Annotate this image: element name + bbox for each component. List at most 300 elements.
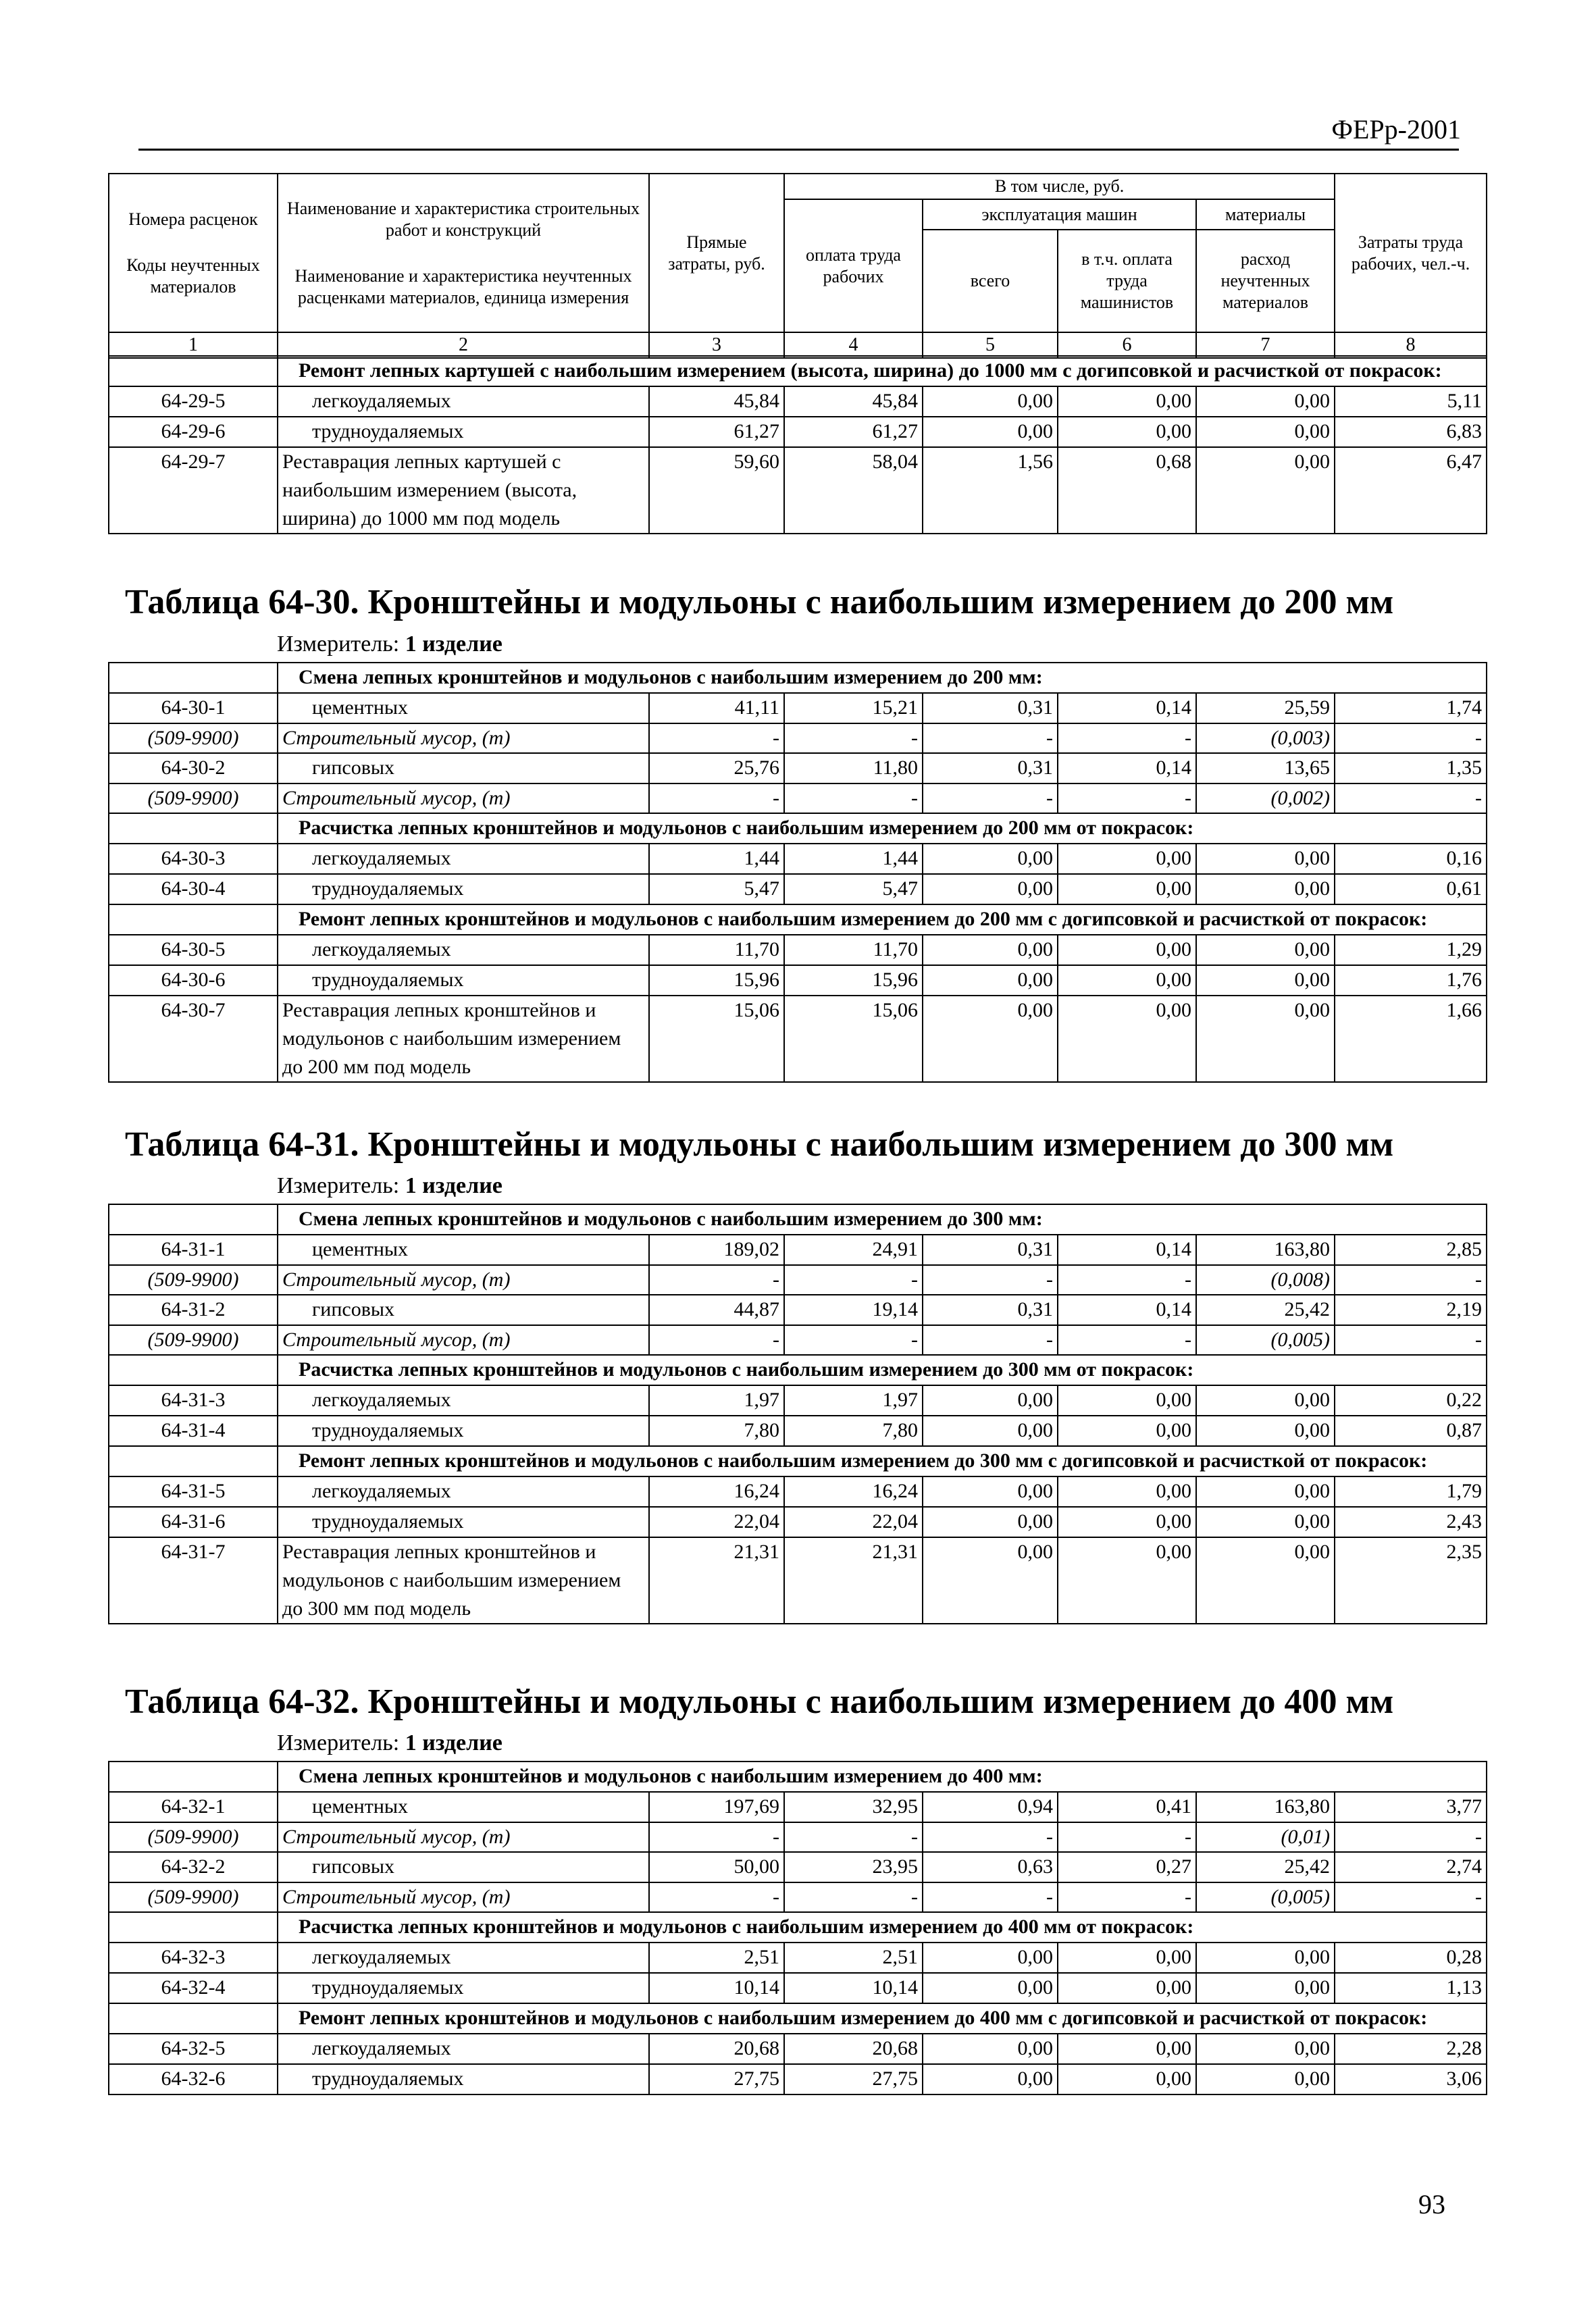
labor-hours: 0,87 xyxy=(1335,1416,1487,1446)
labor-pay: - xyxy=(784,1325,923,1355)
section-heading: Ремонт лепных кронштейнов и модульонов с наибольшим измерением до 300 мм с догипсовкой и расчисткой от покрасок: xyxy=(278,1446,1487,1476)
machine-total: - xyxy=(923,1882,1058,1912)
labor-hours: 1,35 xyxy=(1335,753,1487,783)
work-name: Реставрация лепных кронштейнов и модульонов с наибольшим измерением до 200 мм под модель xyxy=(278,996,649,1082)
machine-total: 0,00 xyxy=(923,1943,1058,1973)
machinist-pay: - xyxy=(1058,723,1196,753)
section-spacer xyxy=(109,1204,278,1235)
machine-total: 0,00 xyxy=(923,844,1058,874)
machinist-pay: 0,14 xyxy=(1058,1295,1196,1325)
machine-total: 0,31 xyxy=(923,693,1058,723)
section-heading: Смена лепных кронштейнов и модульонов с наибольшим измерением до 400 мм: xyxy=(278,1762,1487,1792)
labor-hours: 6,83 xyxy=(1335,417,1487,447)
machinist-pay: 0,00 xyxy=(1058,1416,1196,1446)
machine-total: 0,00 xyxy=(923,2064,1058,2094)
labor-pay: - xyxy=(784,1265,923,1295)
table-row xyxy=(109,1507,1487,1537)
document-code: ФЕРр-2001 xyxy=(1331,114,1461,145)
direct-cost: - xyxy=(649,1325,784,1355)
machine-total: 0,00 xyxy=(923,996,1058,1082)
table-row xyxy=(109,1973,1487,2003)
rate-code: 64-32-2 xyxy=(109,1852,278,1882)
labor-pay: 15,96 xyxy=(784,965,923,996)
direct-cost: - xyxy=(649,723,784,753)
labor-hours: 2,74 xyxy=(1335,1852,1487,1882)
work-name: цементных xyxy=(278,1792,649,1822)
machine-total: 0,00 xyxy=(923,386,1058,417)
header-col2: Наименование и характеристика строительных работ и конструкций Наименование и характеристика неучтенных расценками материалов, единица измерения xyxy=(278,174,649,332)
labor-hours: 1,79 xyxy=(1335,1476,1487,1507)
materials-cost: 0,00 xyxy=(1196,874,1335,904)
labor-pay: 61,27 xyxy=(784,417,923,447)
machinist-pay: 0,00 xyxy=(1058,1385,1196,1416)
labor-hours: 3,06 xyxy=(1335,2064,1487,2094)
table-title: Таблица 64-31. Кронштейны и модульоны с наибольшим измерением до 300 мм xyxy=(125,1125,1394,1164)
rate-code: 64-32-6 xyxy=(109,2064,278,2094)
machinist-pay: 0,00 xyxy=(1058,874,1196,904)
section-heading: Ремонт лепных кронштейнов и модульонов с наибольшим измерением до 400 мм с догипсовкой и расчисткой от покрасок: xyxy=(278,2003,1487,2034)
labor-pay: 20,68 xyxy=(784,2034,923,2064)
direct-cost: 45,84 xyxy=(649,386,784,417)
rate-code: 64-30-7 xyxy=(109,996,278,1082)
labor-pay: 2,51 xyxy=(784,1943,923,1973)
material-row xyxy=(109,1882,1487,1912)
labor-pay: 23,95 xyxy=(784,1852,923,1882)
labor-pay: - xyxy=(784,723,923,753)
machine-total: 0,00 xyxy=(923,1476,1058,1507)
direct-cost: 5,47 xyxy=(649,874,784,904)
materials-cost: 163,80 xyxy=(1196,1235,1335,1265)
material-row xyxy=(109,1265,1487,1295)
machine-total: 0,00 xyxy=(923,1507,1058,1537)
header-col4: оплата труда рабочих xyxy=(784,199,923,332)
materials-cost: 0,00 xyxy=(1196,1476,1335,1507)
labor-hours: - xyxy=(1335,1822,1487,1852)
labor-pay: 24,91 xyxy=(784,1235,923,1265)
header-col1: Номера расценок Коды неучтенных материалов xyxy=(109,174,278,332)
direct-cost: 197,69 xyxy=(649,1792,784,1822)
section-spacer xyxy=(109,1446,278,1476)
direct-cost: 50,00 xyxy=(649,1852,784,1882)
direct-cost: 27,75 xyxy=(649,2064,784,2094)
direct-cost: 1,97 xyxy=(649,1385,784,1416)
labor-pay: 1,44 xyxy=(784,844,923,874)
rate-code: 64-32-4 xyxy=(109,1973,278,2003)
section-spacer xyxy=(109,813,278,844)
table-row xyxy=(109,996,1487,1082)
labor-hours: 1,29 xyxy=(1335,935,1487,965)
machinist-pay: - xyxy=(1058,1325,1196,1355)
work-name: легкоудаляемых xyxy=(278,1385,649,1416)
labor-hours: 1,66 xyxy=(1335,996,1487,1082)
machine-total: - xyxy=(923,1265,1058,1295)
machine-total: - xyxy=(923,723,1058,753)
material-row xyxy=(109,723,1487,753)
machinist-pay: 0,00 xyxy=(1058,1973,1196,2003)
materials-cost: 0,00 xyxy=(1196,965,1335,996)
rate-code: 64-31-1 xyxy=(109,1235,278,1265)
section-heading: Расчистка лепных кронштейнов и модульонов с наибольшим измерением до 300 мм от покрасок: xyxy=(278,1355,1487,1385)
labor-hours: 6,47 xyxy=(1335,447,1487,534)
labor-pay: 21,31 xyxy=(784,1537,923,1624)
material-code: (509-9900) xyxy=(109,1882,278,1912)
table-row xyxy=(109,1235,1487,1265)
materials-cost: 163,80 xyxy=(1196,1792,1335,1822)
work-name: трудноудаляемых xyxy=(278,1973,649,2003)
machinist-pay: - xyxy=(1058,1265,1196,1295)
machine-total: 0,00 xyxy=(923,1537,1058,1624)
material-name: Строительный мусор, (т) xyxy=(278,1325,649,1355)
direct-cost: - xyxy=(649,1882,784,1912)
col-number: 6 xyxy=(1058,332,1196,358)
machine-total: 0,00 xyxy=(923,1385,1058,1416)
section-spacer xyxy=(109,1762,278,1792)
labor-hours: - xyxy=(1335,783,1487,813)
col-number: 8 xyxy=(1335,332,1487,358)
materials-cost: 0,00 xyxy=(1196,447,1335,534)
work-name: гипсовых xyxy=(278,753,649,783)
direct-cost: 21,31 xyxy=(649,1537,784,1624)
work-name: трудноудаляемых xyxy=(278,874,649,904)
material-row xyxy=(109,1325,1487,1355)
material-code: (509-9900) xyxy=(109,1325,278,1355)
machinist-pay: 0,00 xyxy=(1058,2034,1196,2064)
materials-cost: 0,00 xyxy=(1196,1416,1335,1446)
rate-code: 64-30-2 xyxy=(109,753,278,783)
machinist-pay: 0,14 xyxy=(1058,753,1196,783)
table-row xyxy=(109,2064,1487,2094)
section-heading: Расчистка лепных кронштейнов и модульонов с наибольшим измерением до 200 мм от покрасок: xyxy=(278,813,1487,844)
table-64-32 xyxy=(108,1761,1487,2095)
work-name: легкоудаляемых xyxy=(278,1476,649,1507)
machine-total: 0,31 xyxy=(923,1295,1058,1325)
work-name: Реставрация лепных кронштейнов и модульонов с наибольшим измерением до 300 мм под модель xyxy=(278,1537,649,1624)
materials-cost: 0,00 xyxy=(1196,417,1335,447)
machine-total: 0,00 xyxy=(923,1416,1058,1446)
materials-cost: 0,00 xyxy=(1196,844,1335,874)
measure-line: Измеритель: 1 изделие xyxy=(277,1173,503,1198)
material-consumption: (0,005) xyxy=(1196,1882,1335,1912)
machinist-pay: 0,00 xyxy=(1058,1507,1196,1537)
machine-total: 0,31 xyxy=(923,1235,1058,1265)
materials-cost: 13,65 xyxy=(1196,753,1335,783)
rate-code: 64-30-5 xyxy=(109,935,278,965)
section-spacer xyxy=(109,356,278,386)
direct-cost: - xyxy=(649,783,784,813)
machine-total: 0,00 xyxy=(923,935,1058,965)
material-consumption: (0,003) xyxy=(1196,723,1335,753)
table-row xyxy=(109,935,1487,965)
labor-pay: - xyxy=(784,1882,923,1912)
labor-hours: 2,19 xyxy=(1335,1295,1487,1325)
material-consumption: (0,005) xyxy=(1196,1325,1335,1355)
direct-cost: 22,04 xyxy=(649,1507,784,1537)
labor-pay: 19,14 xyxy=(784,1295,923,1325)
table-64-29 xyxy=(108,355,1487,534)
material-consumption: (0,008) xyxy=(1196,1265,1335,1295)
measure-line: Измеритель: 1 изделие xyxy=(277,1730,503,1755)
direct-cost: 41,11 xyxy=(649,693,784,723)
material-consumption: (0,01) xyxy=(1196,1822,1335,1852)
labor-hours: - xyxy=(1335,723,1487,753)
rate-code: 64-29-7 xyxy=(109,447,278,534)
machinist-pay: 0,14 xyxy=(1058,1235,1196,1265)
section-heading: Смена лепных кронштейнов и модульонов с наибольшим измерением до 300 мм: xyxy=(278,1204,1487,1235)
direct-cost: 10,14 xyxy=(649,1973,784,2003)
work-name: трудноудаляемых xyxy=(278,2064,649,2094)
work-name: гипсовых xyxy=(278,1852,649,1882)
work-name: трудноудаляемых xyxy=(278,965,649,996)
labor-hours: - xyxy=(1335,1882,1487,1912)
direct-cost: - xyxy=(649,1265,784,1295)
work-name: легкоудаляемых xyxy=(278,2034,649,2064)
table-row xyxy=(109,417,1487,447)
machine-total: 0,63 xyxy=(923,1852,1058,1882)
labor-hours: 3,77 xyxy=(1335,1792,1487,1822)
machinist-pay: 0,00 xyxy=(1058,935,1196,965)
material-name: Строительный мусор, (т) xyxy=(278,1882,649,1912)
header-machines: эксплуатация машин xyxy=(923,199,1196,230)
machinist-pay: 0,27 xyxy=(1058,1852,1196,1882)
section-spacer xyxy=(109,904,278,935)
direct-cost: 44,87 xyxy=(649,1295,784,1325)
rate-code: 64-29-5 xyxy=(109,386,278,417)
labor-pay: 1,97 xyxy=(784,1385,923,1416)
labor-hours: 2,43 xyxy=(1335,1507,1487,1537)
labor-hours: 0,16 xyxy=(1335,844,1487,874)
labor-hours: 2,35 xyxy=(1335,1537,1487,1624)
machine-total: - xyxy=(923,1325,1058,1355)
section-spacer xyxy=(109,1355,278,1385)
labor-hours: 0,28 xyxy=(1335,1943,1487,1973)
labor-hours: 1,74 xyxy=(1335,693,1487,723)
table-row xyxy=(109,1852,1487,1882)
materials-cost: 0,00 xyxy=(1196,2034,1335,2064)
labor-pay: 22,04 xyxy=(784,1507,923,1537)
materials-cost: 0,00 xyxy=(1196,1973,1335,2003)
rate-code: 64-32-3 xyxy=(109,1943,278,1973)
materials-cost: 0,00 xyxy=(1196,996,1335,1082)
direct-cost: 7,80 xyxy=(649,1416,784,1446)
labor-pay: 5,47 xyxy=(784,874,923,904)
direct-cost: 189,02 xyxy=(649,1235,784,1265)
work-name: легкоудаляемых xyxy=(278,935,649,965)
machine-total: 0,00 xyxy=(923,965,1058,996)
col-number: 2 xyxy=(278,332,649,358)
material-code: (509-9900) xyxy=(109,1265,278,1295)
machinist-pay: 0,00 xyxy=(1058,844,1196,874)
section-spacer xyxy=(109,2003,278,2034)
section-spacer xyxy=(109,1912,278,1943)
materials-cost: 25,59 xyxy=(1196,693,1335,723)
section-heading: Ремонт лепных картушей с наибольшим измерением (высота, ширина) до 1000 мм с догипсовкой и расчисткой от покрасок: xyxy=(278,356,1487,386)
rate-code: 64-32-5 xyxy=(109,2034,278,2064)
labor-hours: - xyxy=(1335,1325,1487,1355)
labor-hours: 0,61 xyxy=(1335,874,1487,904)
materials-cost: 25,42 xyxy=(1196,1852,1335,1882)
header-col8: Затраты труда рабочих, чел.-ч. xyxy=(1335,174,1487,332)
material-code: (509-9900) xyxy=(109,723,278,753)
machinist-pay: 0,00 xyxy=(1058,996,1196,1082)
machine-total: 0,00 xyxy=(923,1973,1058,2003)
page-number: 93 xyxy=(1418,2189,1445,2219)
labor-pay: 16,24 xyxy=(784,1476,923,1507)
table-row xyxy=(109,874,1487,904)
work-name: легкоудаляемых xyxy=(278,1943,649,1973)
material-row xyxy=(109,1822,1487,1852)
table-row xyxy=(109,753,1487,783)
labor-pay: 45,84 xyxy=(784,386,923,417)
header-col7: расход неучтенных материалов xyxy=(1196,230,1335,332)
work-name: легкоудаляемых xyxy=(278,844,649,874)
table-row xyxy=(109,1416,1487,1446)
machinist-pay: 0,00 xyxy=(1058,1476,1196,1507)
labor-pay: 7,80 xyxy=(784,1416,923,1446)
col-number: 1 xyxy=(109,332,278,358)
table-64-30 xyxy=(108,662,1487,1083)
materials-cost: 0,00 xyxy=(1196,1385,1335,1416)
table-title: Таблица 64-30. Кронштейны и модульоны с наибольшим измерением до 200 мм xyxy=(125,583,1394,621)
material-name: Строительный мусор, (т) xyxy=(278,723,649,753)
header-group: В том числе, руб. xyxy=(784,174,1335,199)
direct-cost: 25,76 xyxy=(649,753,784,783)
machinist-pay: 0,00 xyxy=(1058,1537,1196,1624)
direct-cost: 2,51 xyxy=(649,1943,784,1973)
header-col5: всего xyxy=(923,230,1058,332)
material-name: Строительный мусор, (т) xyxy=(278,783,649,813)
machine-total: 1,56 xyxy=(923,447,1058,534)
machinist-pay: - xyxy=(1058,1882,1196,1912)
direct-cost: 15,96 xyxy=(649,965,784,996)
table-row xyxy=(109,1943,1487,1973)
labor-pay: - xyxy=(784,1822,923,1852)
direct-cost: - xyxy=(649,1822,784,1852)
direct-cost: 16,24 xyxy=(649,1476,784,1507)
labor-pay: 11,70 xyxy=(784,935,923,965)
rate-code: 64-30-4 xyxy=(109,874,278,904)
rate-code: 64-31-7 xyxy=(109,1537,278,1624)
table-title: Таблица 64-32. Кронштейны и модульоны с наибольшим измерением до 400 мм xyxy=(125,1682,1394,1721)
materials-cost: 0,00 xyxy=(1196,2064,1335,2094)
section-spacer xyxy=(109,663,278,693)
section-heading: Ремонт лепных кронштейнов и модульонов с наибольшим измерением до 200 мм с догипсовкой и расчисткой от покрасок: xyxy=(278,904,1487,935)
labor-hours: 1,76 xyxy=(1335,965,1487,996)
rate-code: 64-31-3 xyxy=(109,1385,278,1416)
material-row xyxy=(109,783,1487,813)
machine-total: - xyxy=(923,1822,1058,1852)
rate-code: 64-31-5 xyxy=(109,1476,278,1507)
machinist-pay: 0,00 xyxy=(1058,386,1196,417)
machinist-pay: 0,14 xyxy=(1058,693,1196,723)
machinist-pay: 0,00 xyxy=(1058,417,1196,447)
direct-cost: 61,27 xyxy=(649,417,784,447)
materials-cost: 0,00 xyxy=(1196,386,1335,417)
table-header xyxy=(108,173,1487,359)
rate-code: 64-31-4 xyxy=(109,1416,278,1446)
col-number: 7 xyxy=(1196,332,1335,358)
work-name: трудноудаляемых xyxy=(278,1416,649,1446)
machine-total: - xyxy=(923,783,1058,813)
materials-cost: 0,00 xyxy=(1196,935,1335,965)
direct-cost: 1,44 xyxy=(649,844,784,874)
labor-pay: 27,75 xyxy=(784,2064,923,2094)
machine-total: 0,00 xyxy=(923,2034,1058,2064)
machine-total: 0,00 xyxy=(923,874,1058,904)
table-row xyxy=(109,844,1487,874)
materials-cost: 0,00 xyxy=(1196,1507,1335,1537)
material-name: Строительный мусор, (т) xyxy=(278,1265,649,1295)
labor-hours: - xyxy=(1335,1265,1487,1295)
material-code: (509-9900) xyxy=(109,1822,278,1852)
machine-total: 0,00 xyxy=(923,417,1058,447)
labor-hours: 0,22 xyxy=(1335,1385,1487,1416)
header-materials: материалы xyxy=(1196,199,1335,230)
rate-code: 64-30-6 xyxy=(109,965,278,996)
header-rule xyxy=(138,149,1459,151)
direct-cost: 20,68 xyxy=(649,2034,784,2064)
rate-code: 64-30-1 xyxy=(109,693,278,723)
header-col3: Прямые затраты, руб. xyxy=(649,174,784,332)
labor-pay: 58,04 xyxy=(784,447,923,534)
machinist-pay: 0,00 xyxy=(1058,1943,1196,1973)
col-number: 3 xyxy=(649,332,784,358)
work-name: цементных xyxy=(278,1235,649,1265)
machinist-pay: - xyxy=(1058,1822,1196,1852)
machine-total: 0,94 xyxy=(923,1792,1058,1822)
machinist-pay: 0,00 xyxy=(1058,965,1196,996)
machinist-pay: 0,41 xyxy=(1058,1792,1196,1822)
labor-hours: 5,11 xyxy=(1335,386,1487,417)
table-row xyxy=(109,693,1487,723)
table-row xyxy=(109,447,1487,534)
header-col6: в т.ч. оплата труда машинистов xyxy=(1058,230,1196,332)
labor-pay: 15,21 xyxy=(784,693,923,723)
work-name: трудноудаляемых xyxy=(278,417,649,447)
work-name: гипсовых xyxy=(278,1295,649,1325)
col-number: 5 xyxy=(923,332,1058,358)
table-row xyxy=(109,386,1487,417)
direct-cost: 15,06 xyxy=(649,996,784,1082)
labor-hours: 1,13 xyxy=(1335,1973,1487,2003)
table-row xyxy=(109,1537,1487,1624)
materials-cost: 25,42 xyxy=(1196,1295,1335,1325)
rate-code: 64-32-1 xyxy=(109,1792,278,1822)
machine-total: 0,31 xyxy=(923,753,1058,783)
machinist-pay: - xyxy=(1058,783,1196,813)
material-code: (509-9900) xyxy=(109,783,278,813)
rate-code: 64-31-6 xyxy=(109,1507,278,1537)
table-row xyxy=(109,1476,1487,1507)
labor-pay: 15,06 xyxy=(784,996,923,1082)
labor-pay: 32,95 xyxy=(784,1792,923,1822)
rate-code: 64-30-3 xyxy=(109,844,278,874)
section-heading: Расчистка лепных кронштейнов и модульонов с наибольшим измерением до 400 мм от покрасок: xyxy=(278,1912,1487,1943)
direct-cost: 59,60 xyxy=(649,447,784,534)
table-row xyxy=(109,1385,1487,1416)
labor-hours: 2,28 xyxy=(1335,2034,1487,2064)
work-name: трудноудаляемых xyxy=(278,1507,649,1537)
rate-code: 64-29-6 xyxy=(109,417,278,447)
rate-code: 64-31-2 xyxy=(109,1295,278,1325)
table-row xyxy=(109,2034,1487,2064)
labor-hours: 2,85 xyxy=(1335,1235,1487,1265)
table-row xyxy=(109,965,1487,996)
section-heading: Смена лепных кронштейнов и модульонов с наибольшим измерением до 200 мм: xyxy=(278,663,1487,693)
measure-line: Измеритель: 1 изделие xyxy=(277,632,503,657)
direct-cost: 11,70 xyxy=(649,935,784,965)
col-number: 4 xyxy=(784,332,923,358)
work-name: Реставрация лепных картушей с наибольшим измерением (высота, ширина) до 1000 мм под модель xyxy=(278,447,649,534)
